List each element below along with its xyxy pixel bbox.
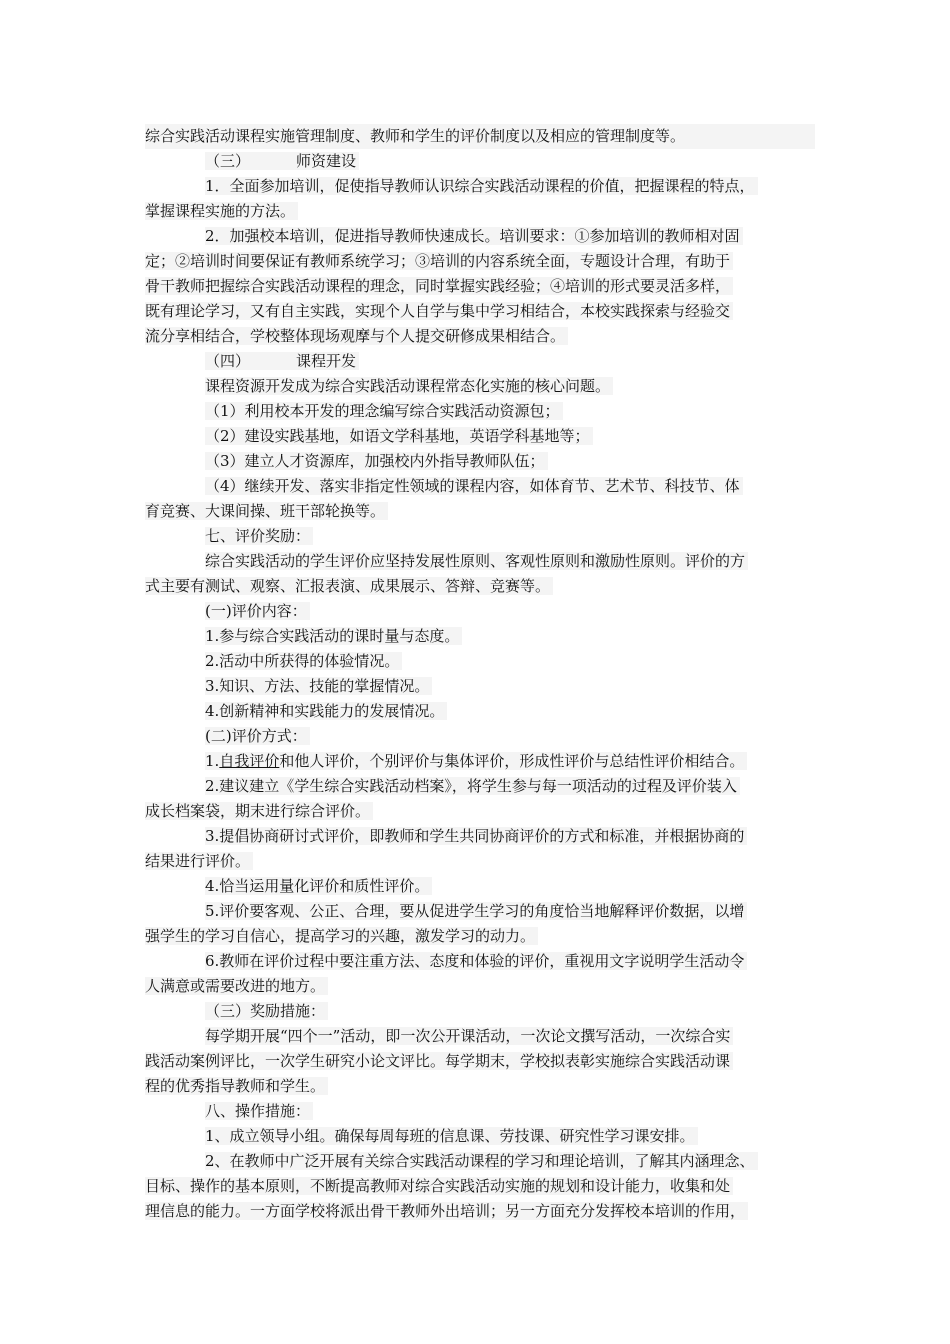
paragraph-line: 式主要有测试、观察、汇报表演、成果展示、答辩、竞赛等。	[145, 574, 815, 599]
list-item: 6.教师在评价过程中要注重方法、态度和体验的评价，重视用文字说明学生活动令	[145, 949, 815, 974]
section-heading-teachers	[145, 149, 815, 174]
list-item: （3）建立人才资源库，加强校内外指导教师队伍；	[145, 449, 815, 474]
paragraph-line: 理信息的能力。一方面学校将派出骨干教师外出培训；另一方面充分发挥校本培训的作用，	[145, 1199, 815, 1224]
section-number: （四）	[205, 352, 251, 370]
paragraph-line: 强学生的学习自信心，提高学习的兴趣，激发学习的动力。	[145, 924, 815, 949]
paragraph-line: 课程资源开发成为综合实践活动课程常态化实施的核心问题。	[145, 374, 815, 399]
paragraph-line: 程的优秀指导教师和学生。	[145, 1074, 815, 1099]
list-item: 1.参与综合实践活动的课时量与态度。	[145, 624, 815, 649]
paragraph-line: 既有理论学习，又有自主实践，实现个人自学与集中学习相结合，本校实践探索与经验交	[145, 299, 815, 324]
paragraph-line: 综合实践活动课程实施管理制度、教师和学生的评价制度以及相应的管理制度等。	[145, 124, 815, 149]
section-title: 师资建设	[296, 152, 357, 170]
paragraph-line: 人满意或需要改进的地方。	[145, 974, 815, 999]
paragraph-line: 骨干教师把握综合实践活动课程的理念，同时掌握实践经验；④培训的形式要灵活多样，	[145, 274, 815, 299]
section-heading-evaluation: 七、评价奖励：	[145, 524, 815, 549]
list-item: 2.活动中所获得的体验情况。	[145, 649, 815, 674]
list-item: 3.知识、方法、技能的掌握情况。	[145, 674, 815, 699]
paragraph-line: 育竞赛、大课间操、班干部轮换等。	[145, 499, 815, 524]
list-item: 5.评价要客观、公正、合理，要从促进学生学习的角度恰当地解释评价数据，以增	[145, 899, 815, 924]
document-body	[145, 124, 815, 1224]
list-item: 4.恰当运用量化评价和质性评价。	[145, 874, 815, 899]
list-item: 1.自我评价和他人评价，个别评价与集体评价，形成性评价与总结性评价相结合。	[145, 749, 815, 774]
list-item: 2、在教师中广泛开展有关综合实践活动课程的学习和理论培训，了解其内涵理念、	[145, 1149, 815, 1174]
paragraph-line: 掌握课程实施的方法。	[145, 199, 815, 224]
list-item: （2）建设实践基地，如语文学科基地，英语学科基地等；	[145, 424, 815, 449]
list-item: 4.创新精神和实践能力的发展情况。	[145, 699, 815, 724]
section-heading-operations: 八、操作措施：	[145, 1099, 815, 1124]
list-item: 2.建议建立《学生综合实践活动档案》，将学生参与每一项活动的过程及评价装入	[145, 774, 815, 799]
paragraph-line: 目标、操作的基本原则，不断提高教师对综合实践活动实施的规划和设计能力，收集和处	[145, 1174, 815, 1199]
paragraph-line: 流分享相结合，学校整体现场观摩与个人提交研修成果相结合。	[145, 324, 815, 349]
paragraph-line: 综合实践活动的学生评价应坚持发展性原则、客观性原则和激励性原则。评价的方	[145, 549, 815, 574]
paragraph-line: 践活动案例评比，一次学生研究小论文评比。每学期末，学校拟表彰实施综合实践活动课	[145, 1049, 815, 1074]
section-heading-curriculum	[145, 349, 815, 374]
list-item: （4）继续开发、落实非指定性领域的课程内容，如体育节、艺术节、科技节、体	[145, 474, 815, 499]
self-evaluation-link[interactable]: 自我评价	[219, 752, 280, 770]
paragraph-line: 成长档案袋，期末进行综合评价。	[145, 799, 815, 824]
section-title: 课程开发	[296, 352, 357, 370]
subsection-heading: (二)评价方式：	[145, 724, 815, 749]
paragraph-line: 每学期开展“四个一”活动，即一次公开课活动，一次论文撰写活动，一次综合实	[145, 1024, 815, 1049]
paragraph-line: 1．全面参加培训，促使指导教师认识综合实践活动课程的价值，把握课程的特点，	[145, 174, 815, 199]
section-number: （三）	[205, 152, 251, 170]
list-item: 1、成立领导小组。确保每周每班的信息课、劳技课、研究性学习课安排。	[145, 1124, 815, 1149]
list-item: 3.提倡协商研讨式评价，即教师和学生共同协商评价的方式和标准，并根据协商的	[145, 824, 815, 849]
subsection-heading: （三）奖励措施：	[145, 999, 815, 1024]
list-item: （1）利用校本开发的理念编写综合实践活动资源包；	[145, 399, 815, 424]
paragraph-line: 结果进行评价。	[145, 849, 815, 874]
paragraph-line: 2．加强校本培训，促进指导教师快速成长。培训要求：①参加培训的教师相对固	[145, 224, 815, 249]
paragraph-line: 定；②培训时间要保证有教师系统学习；③培训的内容系统全面，专题设计合理，有助于	[145, 249, 815, 274]
subsection-heading: (一)评价内容：	[145, 599, 815, 624]
